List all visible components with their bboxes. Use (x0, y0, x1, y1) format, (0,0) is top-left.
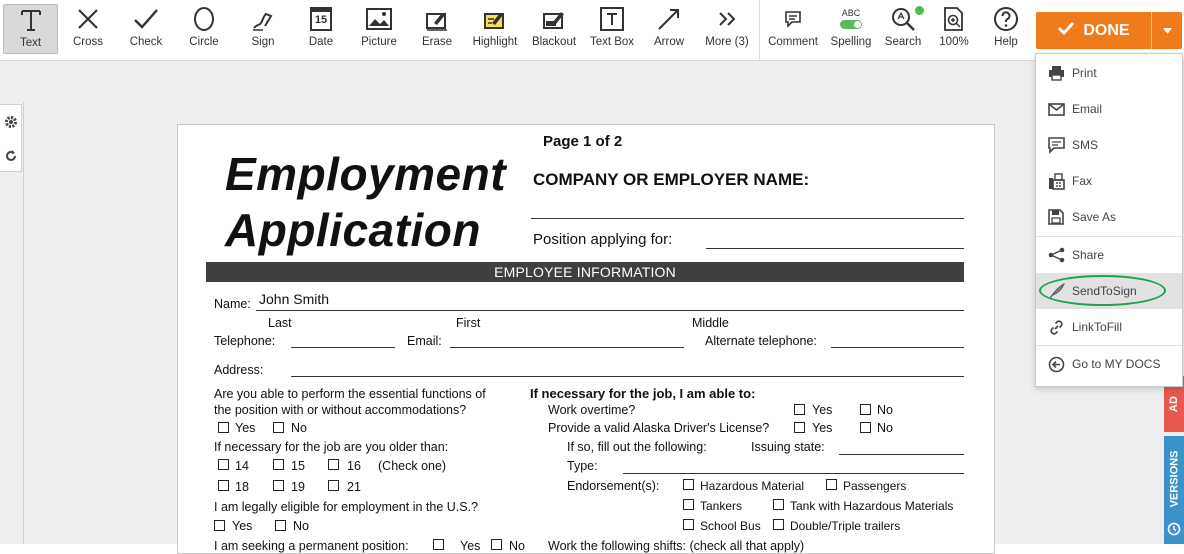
shifts-question: Work the following shifts: (check all that apply) (548, 539, 805, 553)
permanent-yes-checkbox[interactable] (433, 539, 444, 550)
menu-item-send-to-sign[interactable] (1036, 273, 1182, 309)
license-no-label: No (877, 421, 893, 435)
tool-sign-label: Sign (251, 36, 275, 48)
done-check-icon (1057, 21, 1075, 40)
document-page[interactable] (177, 124, 995, 554)
done-label: DONE (1083, 21, 1130, 39)
check-one-note: (Check one) (378, 459, 447, 473)
double-triple-checkbox[interactable] (773, 519, 784, 530)
tool-text-label: Text (19, 37, 42, 49)
sms-icon (1036, 137, 1072, 153)
go-back-icon (1036, 356, 1072, 373)
age-21-checkbox[interactable] (328, 480, 339, 491)
sign-icon (237, 4, 289, 34)
permanent-question: I am seeking a permanent position: (214, 539, 409, 553)
menu-item-link-to-fill-label: LinkToFill (1072, 320, 1123, 334)
tool-highlight-label: Highlight (472, 36, 518, 48)
tool-date[interactable] (295, 4, 347, 54)
print-icon (1036, 65, 1072, 81)
age-18-checkbox[interactable] (218, 480, 229, 491)
telephone-label: Telephone: (214, 334, 276, 348)
hazardous-material-checkbox[interactable] (683, 479, 694, 490)
arrow-icon (643, 4, 695, 34)
tool-text-box[interactable] (585, 4, 639, 54)
alt-phone-label: Alternate telephone: (705, 334, 817, 348)
issuing-state-label: Issuing state: (751, 440, 825, 454)
permanent-no-label: No (509, 539, 525, 553)
age-14-checkbox[interactable] (218, 459, 229, 470)
essential-question-line2: the position with or without accommodations? (214, 403, 467, 417)
blackout-icon (527, 4, 581, 34)
rotate-icon[interactable] (0, 139, 21, 173)
spelling-abc-text: ABC (841, 8, 861, 18)
email-field-line[interactable] (450, 347, 684, 348)
issuing-state-field-line[interactable] (839, 454, 964, 455)
settings-gear-icon[interactable] (0, 105, 21, 139)
position-label: Position applying for: (533, 231, 673, 248)
company-field-line[interactable] (531, 218, 964, 219)
tool-picture-label: Picture (361, 36, 397, 48)
erase-icon (411, 4, 463, 34)
highlight-icon (468, 4, 522, 34)
tool-search[interactable] (878, 4, 928, 54)
permanent-yes-label: Yes (460, 539, 481, 553)
last-label: Last (268, 316, 292, 330)
essential-yes-checkbox[interactable] (218, 422, 229, 433)
versions-side-tab[interactable] (1164, 436, 1184, 544)
zoom-icon (930, 4, 978, 34)
tool-more[interactable] (701, 4, 753, 54)
form-title-line1: Employment (225, 148, 507, 200)
tool-search-label: Search (884, 36, 922, 48)
share-icon (1036, 247, 1072, 263)
left-tool-strip (0, 104, 22, 172)
text-icon (4, 5, 57, 35)
endorsements-label: Endorsement(s): (567, 479, 660, 493)
address-field-line[interactable] (291, 376, 964, 377)
eligible-question: I am legally eligible for employment in the U.S.? (214, 500, 479, 514)
position-field-line[interactable] (706, 248, 964, 249)
eligible-yes-checkbox[interactable] (214, 520, 225, 531)
done-dropdown-toggle[interactable] (1152, 12, 1182, 49)
license-yes-checkbox[interactable] (794, 422, 805, 433)
tool-comment[interactable] (765, 4, 821, 54)
tankers-checkbox[interactable] (683, 499, 694, 510)
double-triple-label: Double/Triple trailers (790, 519, 901, 533)
picture-icon (352, 4, 406, 34)
type-label: Type: (567, 459, 598, 473)
menu-item-go-to-my-docs-label: Go to MY DOCS (1072, 357, 1161, 371)
essential-question-line1: Are you able to perform the essential functions of (214, 387, 486, 401)
history-icon (1167, 522, 1181, 536)
middle-label: Middle (692, 316, 729, 330)
email-label: Email: (407, 334, 442, 348)
company-label: COMPANY OR EMPLOYER NAME: (533, 170, 810, 189)
page-indicator: Page 1 of 2 (543, 133, 623, 150)
form-title-line2: Application (225, 204, 481, 256)
link-icon (1036, 319, 1072, 336)
overtime-yes-checkbox[interactable] (794, 404, 805, 415)
essential-yes-label: Yes (235, 421, 256, 435)
tool-blackout-label: Blackout (531, 36, 577, 48)
menu-item-go-to-my-docs[interactable] (1036, 346, 1182, 382)
eligible-no-checkbox[interactable] (275, 520, 286, 531)
overtime-no-label: No (877, 403, 893, 417)
done-button-group (1036, 12, 1182, 49)
tool-check-label: Check (129, 36, 163, 48)
address-label: Address: (214, 363, 264, 377)
save-icon (1036, 209, 1072, 225)
age-19-label: 19 (291, 480, 305, 494)
tool-arrow[interactable] (643, 4, 695, 54)
tool-more-label: More (3) (705, 36, 749, 48)
menu-item-share-label: Share (1072, 248, 1105, 262)
tool-comment-label: Comment (768, 36, 818, 48)
tool-text-box-label: Text Box (589, 36, 635, 48)
name-value[interactable]: John Smith (259, 291, 330, 307)
help-icon (982, 4, 1030, 34)
menu-item-email[interactable] (1036, 91, 1182, 127)
menu-item-fax-label: Fax (1072, 174, 1093, 188)
menu-item-fax[interactable] (1036, 163, 1182, 199)
overtime-yes-label: Yes (812, 403, 833, 417)
eligible-no-label: No (293, 519, 309, 533)
tool-zoom[interactable] (930, 4, 978, 54)
hazardous-material-label: Hazardous Material (700, 479, 805, 493)
menu-item-share[interactable] (1036, 237, 1182, 273)
school-bus-checkbox[interactable] (683, 519, 694, 530)
tool-sign[interactable] (237, 4, 289, 54)
cross-icon (62, 4, 114, 34)
search-icon (878, 4, 928, 34)
age-21-label: 21 (347, 480, 361, 494)
tool-circle-label: Circle (189, 36, 219, 48)
eligible-yes-label: Yes (232, 519, 253, 533)
tool-check[interactable] (120, 4, 172, 54)
overtime-question: Work overtime? (548, 403, 636, 417)
tank-hazardous-checkbox[interactable] (773, 499, 784, 510)
tool-text[interactable] (3, 4, 58, 54)
done-button[interactable] (1036, 12, 1151, 49)
name-field-line[interactable] (256, 310, 964, 311)
permanent-no-checkbox[interactable] (491, 539, 502, 550)
spelling-toggle[interactable] (840, 20, 862, 29)
date-icon (295, 4, 347, 34)
email-icon (1036, 103, 1072, 116)
name-label: Name: (214, 297, 251, 311)
tool-spelling-label: Spelling (830, 36, 872, 48)
tool-zoom-label: 100% (939, 36, 969, 48)
menu-item-send-to-sign-label: SendToSign (1072, 284, 1137, 298)
essential-no-label: No (291, 421, 307, 435)
done-dropdown-menu (1035, 53, 1183, 387)
tool-cross[interactable] (62, 4, 114, 54)
tool-help-label: Help (994, 36, 1018, 48)
able-heading: If necessary for the job, I am able to: (530, 386, 756, 401)
license-no-checkbox[interactable] (860, 422, 871, 433)
tool-circle[interactable] (178, 4, 230, 54)
tool-help[interactable] (982, 4, 1030, 54)
overtime-no-checkbox[interactable] (860, 404, 871, 415)
circle-icon (178, 4, 230, 34)
tool-arrow-label: Arrow (653, 36, 685, 48)
tool-spelling[interactable] (826, 4, 876, 54)
age-19-checkbox[interactable] (273, 480, 284, 491)
tool-blackout[interactable] (527, 4, 581, 54)
menu-item-save-as[interactable] (1036, 199, 1182, 235)
tool-picture[interactable] (352, 4, 406, 54)
add-tab-label: AD (1167, 396, 1180, 412)
date-icon-number: 15 (310, 7, 332, 31)
older-question: If necessary for the job are you older than: (214, 440, 449, 454)
spelling-icon (826, 4, 876, 34)
age-16-checkbox[interactable] (328, 459, 339, 470)
fill-following-note: If so, fill out the following: (567, 440, 707, 454)
passengers-label: Passengers (843, 479, 907, 493)
section-header: EMPLOYEE INFORMATION (206, 262, 964, 282)
text-box-icon (585, 4, 639, 34)
check-icon (120, 4, 172, 34)
canvas-divider (23, 102, 24, 544)
type-field-line[interactable] (623, 473, 964, 474)
menu-item-email-label: Email (1072, 102, 1103, 116)
age-14-label: 14 (235, 459, 249, 473)
telephone-field-line[interactable] (291, 347, 395, 348)
essential-no-checkbox[interactable] (273, 422, 284, 433)
tool-date-label: Date (308, 36, 334, 48)
menu-item-link-to-fill[interactable] (1036, 309, 1182, 345)
toolbar-divider (759, 0, 760, 60)
top-toolbar (0, 0, 1184, 61)
license-question: Provide a valid Alaska Driver's License? (548, 421, 770, 435)
first-label: First (456, 316, 481, 330)
tankers-label: Tankers (700, 499, 743, 513)
tool-highlight[interactable] (468, 4, 522, 54)
age-18-label: 18 (235, 480, 249, 494)
versions-tab-label: VERSIONS (1168, 450, 1181, 508)
menu-item-sms[interactable] (1036, 127, 1182, 163)
fax-icon (1036, 173, 1072, 190)
age-16-label: 16 (347, 459, 361, 473)
tool-erase-label: Erase (421, 36, 453, 48)
search-status-dot (915, 6, 924, 15)
chevron-down-icon (1163, 25, 1172, 37)
menu-item-save-as-label: Save As (1072, 210, 1117, 224)
comment-icon (765, 4, 821, 34)
age-15-label: 15 (291, 459, 305, 473)
tank-hazardous-label: Tank with Hazardous Materials (790, 499, 954, 513)
age-15-checkbox[interactable] (273, 459, 284, 470)
menu-item-print[interactable] (1036, 55, 1182, 91)
send-to-sign-highlight-oval (1039, 275, 1166, 306)
passengers-checkbox[interactable] (826, 479, 837, 490)
alt-phone-field-line[interactable] (831, 347, 964, 348)
tool-cross-label: Cross (72, 36, 104, 48)
license-yes-label: Yes (812, 421, 833, 435)
menu-item-print-label: Print (1072, 66, 1097, 80)
more-icon (701, 4, 753, 34)
school-bus-label: School Bus (700, 519, 761, 533)
tool-erase[interactable] (411, 4, 463, 54)
menu-item-sms-label: SMS (1072, 138, 1099, 152)
